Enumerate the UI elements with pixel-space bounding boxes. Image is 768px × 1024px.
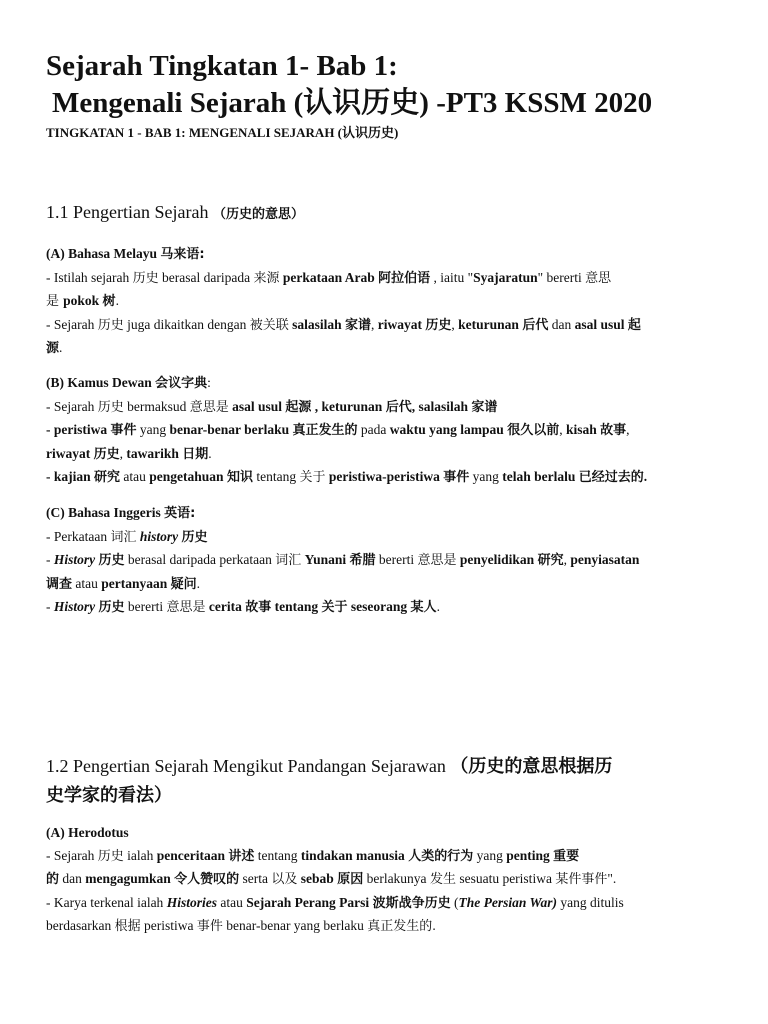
definition-line: 的 dan mengagumkan 令人赞叹的 serta 以及 sebab 原因 berlakunya 发生 sesuatu peristiwa 某件事件". xyxy=(46,871,617,887)
page-subtitle: TINGKATAN 1 - BAB 1: MENGENALI SEJARAH (认识历史) xyxy=(46,125,399,140)
definition-line: - History 历史 berasal daripada perkataan 词汇 Yunani 希腊 bererti 意思是 penyelidikan 研究, penyiasatan xyxy=(46,552,640,568)
definition-herodotus xyxy=(46,822,736,939)
page-title xyxy=(46,48,746,122)
definition-label: (A) Bahasa Melayu 马来语: xyxy=(46,246,205,262)
definition-line: - Istilah sejarah 历史 berasal daripada 来源 perkataan Arab 阿拉伯语 , iaitu "Syajaratun" bererti 意思 xyxy=(46,269,612,286)
definition-label: (A) Herodotus xyxy=(46,825,129,840)
definition-label: (C) Bahasa Inggeris 英语: xyxy=(46,505,196,521)
definition-line: - History 历史 bererti 意思是 cerita 故事 tentang 关于 seseorang 某人. xyxy=(46,599,440,615)
title-line-1: Sejarah Tingkatan 1- Bab 1: xyxy=(46,50,398,82)
definition-line: - Sejarah 历史 ialah penceritaan 讲述 tentang tindakan manusia 人类的行为 yang penting 重要 xyxy=(46,847,580,864)
definition-line: - Sejarah 历史 juga dikaitkan dengan 被关联 salasilah 家谱, riwayat 历史, keturunan 后代 dan asal usul 起 xyxy=(46,316,641,333)
definition-line: - kajian 研究 atau pengetahuan 知识 tentang 关于 peristiwa-peristiwa 事件 yang telah berlalu 已经过去的. xyxy=(46,469,648,485)
section-heading-1-2: 1.2 Pengertian Sejarah Mengikut Pandangan Sejarawan （历史的意思根据历 史学家的看法） xyxy=(46,756,613,806)
definition-line: 是 pokok 树. xyxy=(46,293,119,309)
definition-line: - Karya terkenal ialah Histories atau Sejarah Perang Parsi 波斯战争历史 (The Persian War) yang ditulis xyxy=(46,894,624,911)
definition-line: 源. xyxy=(46,340,63,356)
definition-bahasa-inggeris xyxy=(46,502,736,620)
definition-line: - Perkataan 词汇 history 历史 xyxy=(46,528,208,545)
definition-line: - Sejarah 历史 bermaksud 意思是 asal usul 起源 , keturunan 后代, salasilah 家谱 xyxy=(46,398,498,415)
definition-bahasa-melayu xyxy=(46,243,736,361)
section-heading-1-1: 1.1 Pengertian Sejarah （历史的意思） xyxy=(46,202,304,222)
definition-line: berdasarkan 根据 peristiwa 事件 benar-benar yang berlaku 真正发生的. xyxy=(46,918,436,934)
definition-line: 调查 atau pertanyaan 疑问. xyxy=(46,575,201,592)
definition-line: - peristiwa 事件 yang benar-benar berlaku 真正发生的 pada waktu yang lampau 很久以前, kisah 故事, xyxy=(46,422,630,438)
definition-line: riwayat 历史, tawarikh 日期. xyxy=(46,445,212,462)
definition-label: (B) Kamus Dewan 会议字典: xyxy=(46,375,211,391)
definition-kamus-dewan xyxy=(46,372,736,490)
title-line-2: Mengenali Sejarah (认识历史) -PT3 KSSM 2020 xyxy=(52,87,653,119)
